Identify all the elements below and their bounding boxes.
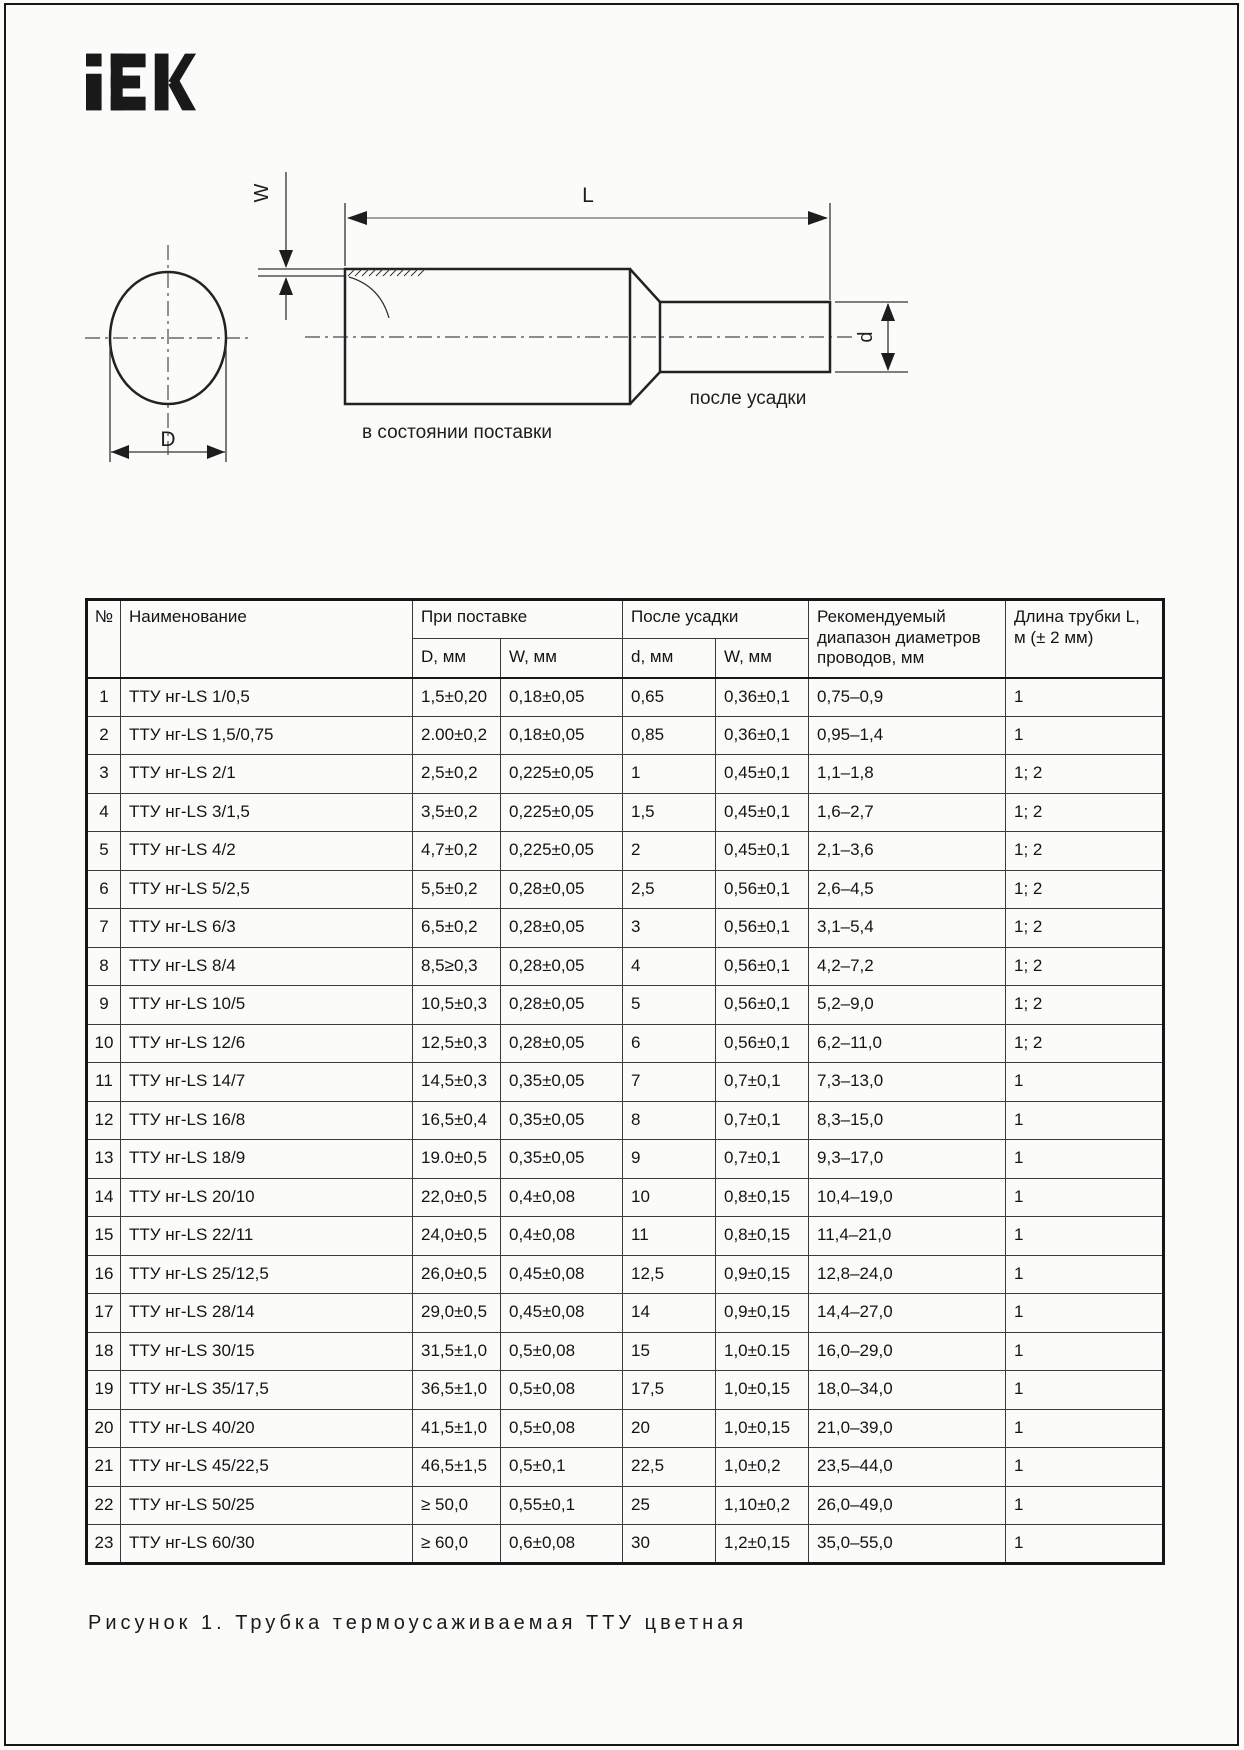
header-range: Рекомендуемый диапазон диаметров проводов, мм (809, 600, 1006, 678)
table-cell: 22,0±0,5 (413, 1178, 501, 1217)
table-cell: 0,35±0,05 (501, 1101, 623, 1140)
table-cell: 2 (87, 716, 121, 755)
table-cell: 46,5±1,5 (413, 1448, 501, 1487)
table-cell: 0,7±0,1 (716, 1101, 809, 1140)
table-cell: 29,0±0,5 (413, 1294, 501, 1333)
table-cell: 0,9±0,15 (716, 1255, 809, 1294)
table-cell: 13 (87, 1140, 121, 1179)
table-cell: 0,225±0,05 (501, 832, 623, 871)
table-cell: 1 (1006, 1409, 1164, 1448)
w-arrow-up (279, 277, 293, 295)
table-cell: 1 (1006, 1178, 1164, 1217)
table-cell: 0,5±0,08 (501, 1409, 623, 1448)
table-cell: 1; 2 (1006, 947, 1164, 986)
table-cell: 15 (623, 1332, 716, 1371)
table-cell: 30 (623, 1525, 716, 1564)
table-cell: 0,5±0,1 (501, 1448, 623, 1487)
table-cell: 3,1–5,4 (809, 909, 1006, 948)
table-cell: 1,2±0,15 (716, 1525, 809, 1564)
table-cell: 0,56±0,1 (716, 1024, 809, 1063)
table-cell: 7 (87, 909, 121, 948)
table-cell: ТТУ нг-LS 18/9 (121, 1140, 413, 1179)
table-cell: 0,9±0,15 (716, 1294, 809, 1333)
table-row (87, 1217, 1164, 1256)
table-cell: 0,7±0,1 (716, 1140, 809, 1179)
table-cell: 0,45±0,1 (716, 793, 809, 832)
table-cell: 1,5 (623, 793, 716, 832)
table-cell: 6 (623, 1024, 716, 1063)
table-cell: ТТУ нг-LS 1,5/0,75 (121, 716, 413, 755)
table-cell: 0,35±0,05 (501, 1063, 623, 1102)
small-d-arrow-down (881, 353, 895, 371)
table-cell: 4,7±0,2 (413, 832, 501, 871)
table-cell: 0,45±0,08 (501, 1255, 623, 1294)
table-cell: 9,3–17,0 (809, 1140, 1006, 1179)
table-cell: 1,10±0,2 (716, 1486, 809, 1525)
table-row (87, 1255, 1164, 1294)
table-cell: 20 (87, 1409, 121, 1448)
table-cell: 35,0–55,0 (809, 1525, 1006, 1564)
table-cell: 0,35±0,05 (501, 1140, 623, 1179)
table-cell: 36,5±1,0 (413, 1371, 501, 1410)
table-cell: 4 (87, 793, 121, 832)
table-cell: 9 (87, 986, 121, 1025)
table-cell: 1,0±0,15 (716, 1409, 809, 1448)
table-cell: 0,28±0,05 (501, 1024, 623, 1063)
table-row (87, 1140, 1164, 1179)
table-row (87, 678, 1164, 717)
table-cell: 1 (1006, 678, 1164, 717)
table-cell: 0,45±0,1 (716, 832, 809, 871)
table-cell: 8,5≥0,3 (413, 947, 501, 986)
table-cell: 7,3–13,0 (809, 1063, 1006, 1102)
l-arrow-left (347, 211, 367, 225)
table-cell: 23 (87, 1525, 121, 1564)
table-cell: 0,28±0,05 (501, 986, 623, 1025)
tube-flare-curve (349, 277, 389, 318)
table-cell: 0,225±0,05 (501, 793, 623, 832)
table-row (87, 947, 1164, 986)
table-row (87, 1101, 1164, 1140)
table-cell: 1 (1006, 1101, 1164, 1140)
header-supply-D: D, мм (413, 639, 501, 678)
spec-table-body (87, 678, 1164, 1564)
header-name: Наименование (121, 600, 413, 678)
table-cell: 2,5±0,2 (413, 755, 501, 794)
table-cell: 1 (1006, 1255, 1164, 1294)
table-cell: 5,5±0,2 (413, 870, 501, 909)
table-cell: 1 (1006, 1525, 1164, 1564)
table-cell: 17,5 (623, 1371, 716, 1410)
table-cell: 1,0±0,15 (716, 1371, 809, 1410)
table-cell: 6 (87, 870, 121, 909)
dim-label-small-d: d (855, 331, 877, 343)
table-cell: ТТУ нг-LS 40/20 (121, 1409, 413, 1448)
table-cell: 1,0±0,2 (716, 1448, 809, 1487)
table-cell: 6,2–11,0 (809, 1024, 1006, 1063)
table-row (87, 1486, 1164, 1525)
table-cell: 8,3–15,0 (809, 1101, 1006, 1140)
table-cell: 11 (87, 1063, 121, 1102)
technical-drawing (70, 150, 930, 480)
header-group-after: После усадки (623, 600, 809, 639)
table-cell: 1; 2 (1006, 870, 1164, 909)
table-cell: 1 (1006, 1294, 1164, 1333)
table-row (87, 1409, 1164, 1448)
table-cell: 1; 2 (1006, 755, 1164, 794)
table-cell: 1 (1006, 1486, 1164, 1525)
table-cell: 14,5±0,3 (413, 1063, 501, 1102)
dim-label-W: W (251, 183, 273, 203)
table-cell: 0,18±0,05 (501, 678, 623, 717)
table-cell: 11,4–21,0 (809, 1217, 1006, 1256)
table-cell: 15 (87, 1217, 121, 1256)
table-cell: ТТУ нг-LS 30/15 (121, 1332, 413, 1371)
table-cell: 41,5±1,0 (413, 1409, 501, 1448)
spec-table (85, 598, 1165, 1565)
table-cell: 0,8±0,15 (716, 1217, 809, 1256)
table-cell: 0,4±0,08 (501, 1178, 623, 1217)
table-cell: 4,2–7,2 (809, 947, 1006, 986)
table-cell: ТТУ нг-LS 4/2 (121, 832, 413, 871)
table-cell: 23,5–44,0 (809, 1448, 1006, 1487)
label-supplied-state: в состоянии поставки (362, 422, 552, 443)
table-cell: 16 (87, 1255, 121, 1294)
table-cell: 19 (87, 1371, 121, 1410)
table-cell: 1; 2 (1006, 1024, 1164, 1063)
table-cell: 0,8±0,15 (716, 1178, 809, 1217)
table-cell: ТТУ нг-LS 5/2,5 (121, 870, 413, 909)
table-cell: 2,6–4,5 (809, 870, 1006, 909)
table-cell: 2.00±0,2 (413, 716, 501, 755)
table-cell: ТТУ нг-LS 10/5 (121, 986, 413, 1025)
dim-label-D: D (160, 428, 176, 451)
table-cell: ТТУ нг-LS 2/1 (121, 755, 413, 794)
table-row (87, 909, 1164, 948)
table-row (87, 1371, 1164, 1410)
table-row (87, 1448, 1164, 1487)
table-cell: 1; 2 (1006, 986, 1164, 1025)
table-cell: 0,36±0,1 (716, 678, 809, 717)
table-row (87, 832, 1164, 871)
table-row (87, 1332, 1164, 1371)
table-cell: ТТУ нг-LS 14/7 (121, 1063, 413, 1102)
table-cell: 5 (87, 832, 121, 871)
label-shrunk-state: после усадки (689, 388, 807, 409)
table-cell: 0,75–0,9 (809, 678, 1006, 717)
table-cell: 1,6–2,7 (809, 793, 1006, 832)
table-cell: 31,5±1,0 (413, 1332, 501, 1371)
table-cell: 3 (623, 909, 716, 948)
table-cell: 1 (1006, 1217, 1164, 1256)
l-arrow-right (808, 211, 828, 225)
table-cell: 0,5±0,08 (501, 1332, 623, 1371)
table-cell: 5,2–9,0 (809, 986, 1006, 1025)
table-cell: 0,28±0,05 (501, 870, 623, 909)
table-cell: 5 (623, 986, 716, 1025)
table-cell: 10 (623, 1178, 716, 1217)
table-row (87, 755, 1164, 794)
table-cell: 12,5±0,3 (413, 1024, 501, 1063)
table-cell: 22,5 (623, 1448, 716, 1487)
table-cell: 9 (623, 1140, 716, 1179)
table-cell: 18,0–34,0 (809, 1371, 1006, 1410)
table-cell: ТТУ нг-LS 22/11 (121, 1217, 413, 1256)
table-cell: 3 (87, 755, 121, 794)
table-cell: 0,45±0,1 (716, 755, 809, 794)
table-cell: 1 (1006, 1448, 1164, 1487)
table-cell: 21 (87, 1448, 121, 1487)
table-cell: 10 (87, 1024, 121, 1063)
table-cell: 12,5 (623, 1255, 716, 1294)
table-cell: 0,55±0,1 (501, 1486, 623, 1525)
table-cell: 20 (623, 1409, 716, 1448)
d-arrow-left (111, 445, 129, 459)
table-cell: 21,0–39,0 (809, 1409, 1006, 1448)
table-cell: 17 (87, 1294, 121, 1333)
table-cell: 1; 2 (1006, 832, 1164, 871)
table-cell: 1; 2 (1006, 909, 1164, 948)
table-cell: 0,56±0,1 (716, 986, 809, 1025)
table-cell: 16,0–29,0 (809, 1332, 1006, 1371)
table-cell: 1 (1006, 1332, 1164, 1371)
table-cell: 0,85 (623, 716, 716, 755)
table-cell: 4 (623, 947, 716, 986)
table-cell: 12,8–24,0 (809, 1255, 1006, 1294)
table-cell: ТТУ нг-LS 25/12,5 (121, 1255, 413, 1294)
table-row (87, 1525, 1164, 1564)
spec-table-header (87, 600, 1164, 678)
table-row (87, 986, 1164, 1025)
table-cell: 16,5±0,4 (413, 1101, 501, 1140)
wall-band (258, 269, 345, 276)
table-cell: ≥ 60,0 (413, 1525, 501, 1564)
w-arrow-down (279, 250, 293, 268)
table-cell: 2 (623, 832, 716, 871)
table-cell: 0,18±0,05 (501, 716, 623, 755)
table-row (87, 1178, 1164, 1217)
table-row (87, 793, 1164, 832)
table-cell: 7 (623, 1063, 716, 1102)
table-cell: 19.0±0,5 (413, 1140, 501, 1179)
table-cell: 0,225±0,05 (501, 755, 623, 794)
table-cell: 0,95–1,4 (809, 716, 1006, 755)
table-cell: ТТУ нг-LS 1/0,5 (121, 678, 413, 717)
table-cell: 0,28±0,05 (501, 909, 623, 948)
table-cell: ТТУ нг-LS 8/4 (121, 947, 413, 986)
table-row (87, 1024, 1164, 1063)
header-num: № (87, 600, 121, 678)
table-cell: 8 (623, 1101, 716, 1140)
table-cell: ТТУ нг-LS 20/10 (121, 1178, 413, 1217)
table-cell: 0,56±0,1 (716, 947, 809, 986)
table-cell: 0,36±0,1 (716, 716, 809, 755)
table-cell: 1,1–1,8 (809, 755, 1006, 794)
table-cell: 0,28±0,05 (501, 947, 623, 986)
table-cell: 0,4±0,08 (501, 1217, 623, 1256)
table-cell: 25 (623, 1486, 716, 1525)
table-cell: ТТУ нг-LS 6/3 (121, 909, 413, 948)
table-cell: ≥ 50,0 (413, 1486, 501, 1525)
table-cell: 1 (623, 755, 716, 794)
table-cell: ТТУ нг-LS 16/8 (121, 1101, 413, 1140)
header-length: Длина трубки L, м (± 2 мм) (1006, 600, 1164, 678)
table-cell: 14 (623, 1294, 716, 1333)
table-cell: 0,5±0,08 (501, 1371, 623, 1410)
table-cell: 0,7±0,1 (716, 1063, 809, 1102)
header-after-W: W, мм (716, 639, 809, 678)
table-cell: 8 (87, 947, 121, 986)
table-cell: 24,0±0,5 (413, 1217, 501, 1256)
table-cell: 1,0±0.15 (716, 1332, 809, 1371)
table-cell: 1 (1006, 716, 1164, 755)
header-after-d: d, мм (623, 639, 716, 678)
table-cell: 10,4–19,0 (809, 1178, 1006, 1217)
table-cell: 0,56±0,1 (716, 909, 809, 948)
table-cell: ТТУ нг-LS 28/14 (121, 1294, 413, 1333)
figure-caption: Рисунок 1. Трубка термоусаживаемая ТТУ цветная (88, 1612, 748, 1634)
table-cell: 1 (1006, 1063, 1164, 1102)
small-d-arrow-up (881, 303, 895, 321)
table-row (87, 1294, 1164, 1333)
header-supply-W: W, мм (501, 639, 623, 678)
table-cell: 18 (87, 1332, 121, 1371)
iek-logo-icon (86, 52, 196, 112)
table-cell: 0,6±0,08 (501, 1525, 623, 1564)
table-cell: 2,1–3,6 (809, 832, 1006, 871)
table-cell: ТТУ нг-LS 12/6 (121, 1024, 413, 1063)
iek-logo (86, 52, 196, 112)
table-cell: ТТУ нг-LS 45/22,5 (121, 1448, 413, 1487)
table-cell: ТТУ нг-LS 3/1,5 (121, 793, 413, 832)
table-row (87, 870, 1164, 909)
table-cell: 1 (87, 678, 121, 717)
table-cell: 22 (87, 1486, 121, 1525)
table-row (87, 1063, 1164, 1102)
table-cell: 14,4–27,0 (809, 1294, 1006, 1333)
table-cell: 1; 2 (1006, 793, 1164, 832)
table-cell: 12 (87, 1101, 121, 1140)
table-cell: 10,5±0,3 (413, 986, 501, 1025)
table-cell: 3,5±0,2 (413, 793, 501, 832)
table-cell: 0,56±0,1 (716, 870, 809, 909)
table-cell: 26,0±0,5 (413, 1255, 501, 1294)
table-cell: 14 (87, 1178, 121, 1217)
table-cell: 1 (1006, 1140, 1164, 1179)
table-cell: 11 (623, 1217, 716, 1256)
table-cell: 2,5 (623, 870, 716, 909)
dim-label-L: L (582, 184, 594, 207)
table-cell: 1,5±0,20 (413, 678, 501, 717)
table-cell: 0,45±0,08 (501, 1294, 623, 1333)
table-cell: 6,5±0,2 (413, 909, 501, 948)
header-group-supply: При поставке (413, 600, 623, 639)
table-cell: ТТУ нг-LS 50/25 (121, 1486, 413, 1525)
table-cell: ТТУ нг-LS 60/30 (121, 1525, 413, 1564)
table-cell: 1 (1006, 1371, 1164, 1410)
d-arrow-right (207, 445, 225, 459)
table-cell: ТТУ нг-LS 35/17,5 (121, 1371, 413, 1410)
table-row (87, 716, 1164, 755)
table-cell: 0,65 (623, 678, 716, 717)
table-cell: 26,0–49,0 (809, 1486, 1006, 1525)
